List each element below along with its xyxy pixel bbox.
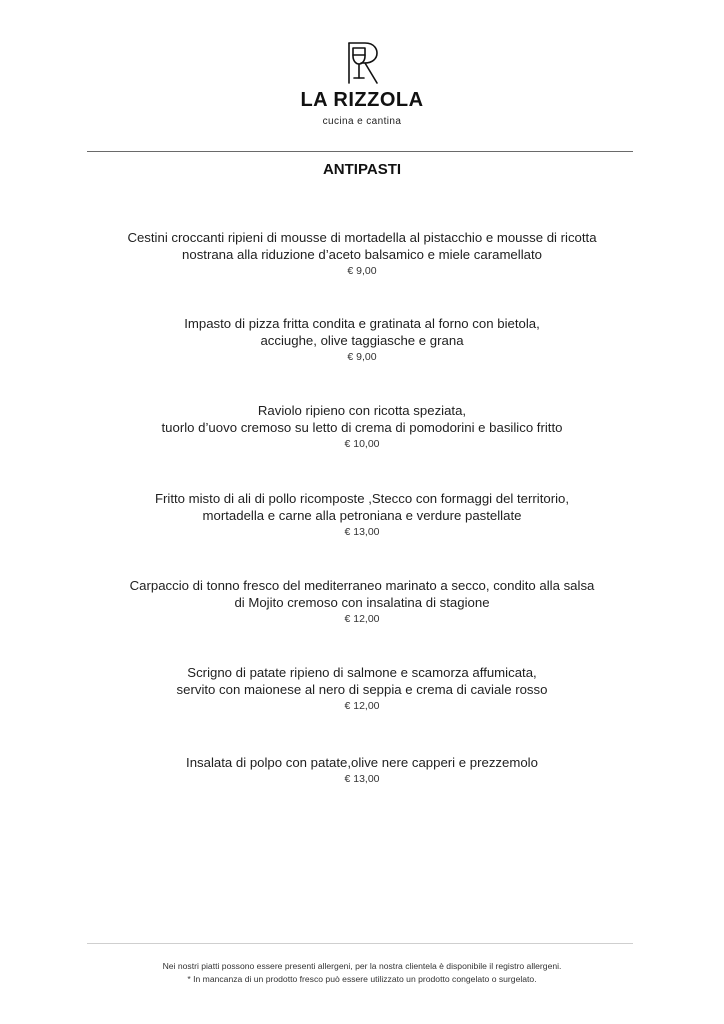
menu-item: [0, 229, 724, 279]
menu-item-description: nostrana alla riduzione d’aceto balsamico e miele caramellato: [182, 247, 542, 262]
header-divider: [87, 151, 633, 152]
r-wine-glass-monogram-icon: [344, 42, 380, 84]
menu-item: [0, 315, 724, 365]
menu-item-description: Raviolo ripieno con ricotta speziata,: [257, 403, 467, 418]
menu-item-description: Cestini croccanti ripieni di mousse di mortadella al pistacchio e mousse di ricotta: [127, 230, 597, 245]
menu-item: [0, 402, 724, 452]
menu-item-price: € 13,00: [344, 773, 380, 785]
menu-item-description: servito con maionese al nero di seppia e crema di caviale rosso: [176, 682, 548, 697]
menu-item-description: Impasto di pizza fritta condita e gratinata al forno con bietola,: [184, 316, 540, 331]
brand-tagline: cucina e cantina: [322, 116, 402, 127]
menu-item-price: € 9,00: [347, 351, 377, 363]
menu-item-price: € 10,00: [344, 438, 380, 450]
menu-item-description: acciughe, olive taggiasche e grana: [260, 333, 464, 348]
menu-item-description: Fritto misto di ali di pollo ricomposte ,Stecco con formaggi del territorio,: [154, 491, 570, 506]
menu-item: [0, 490, 724, 540]
menu-item: [0, 577, 724, 627]
menu-item-description: Scrigno di patate ripieno di salmone e scamorza affumicata,: [187, 665, 537, 680]
menu-item-price: € 9,00: [347, 265, 377, 277]
menu-item: [0, 664, 724, 714]
frozen-product-note: * In mancanza di un prodotto fresco può essere utilizzato un prodotto congelato o surgelato.: [187, 974, 537, 984]
brand-name: LA RIZZOLA: [300, 89, 424, 111]
menu-item-price: € 13,00: [344, 526, 380, 538]
menu-item-description: tuorlo d’uovo cremoso su letto di crema di pomodorini e basilico fritto: [161, 420, 563, 435]
allergen-note: Nei nostri piatti possono essere presenti allergeni, per la nostra clientela è disponibile il registro allergeni.: [162, 961, 562, 971]
menu-item-description: Carpaccio di tonno fresco del mediterraneo marinato a secco, condito alla salsa: [129, 578, 595, 593]
footer-divider: [87, 943, 633, 944]
menu-item-price: € 12,00: [344, 613, 380, 625]
logo: [0, 42, 724, 84]
menu-item: [0, 754, 724, 787]
menu-item-price: € 12,00: [344, 700, 380, 712]
menu-item-description: di Mojito cremoso con insalatina di stagione: [234, 595, 490, 610]
section-title: ANTIPASTI: [322, 161, 402, 178]
menu-item-description: mortadella e carne alla petroniana e verdure pastellate: [202, 508, 522, 523]
menu-item-description: Insalata di polpo con patate,olive nere capperi e prezzemolo: [186, 755, 538, 770]
